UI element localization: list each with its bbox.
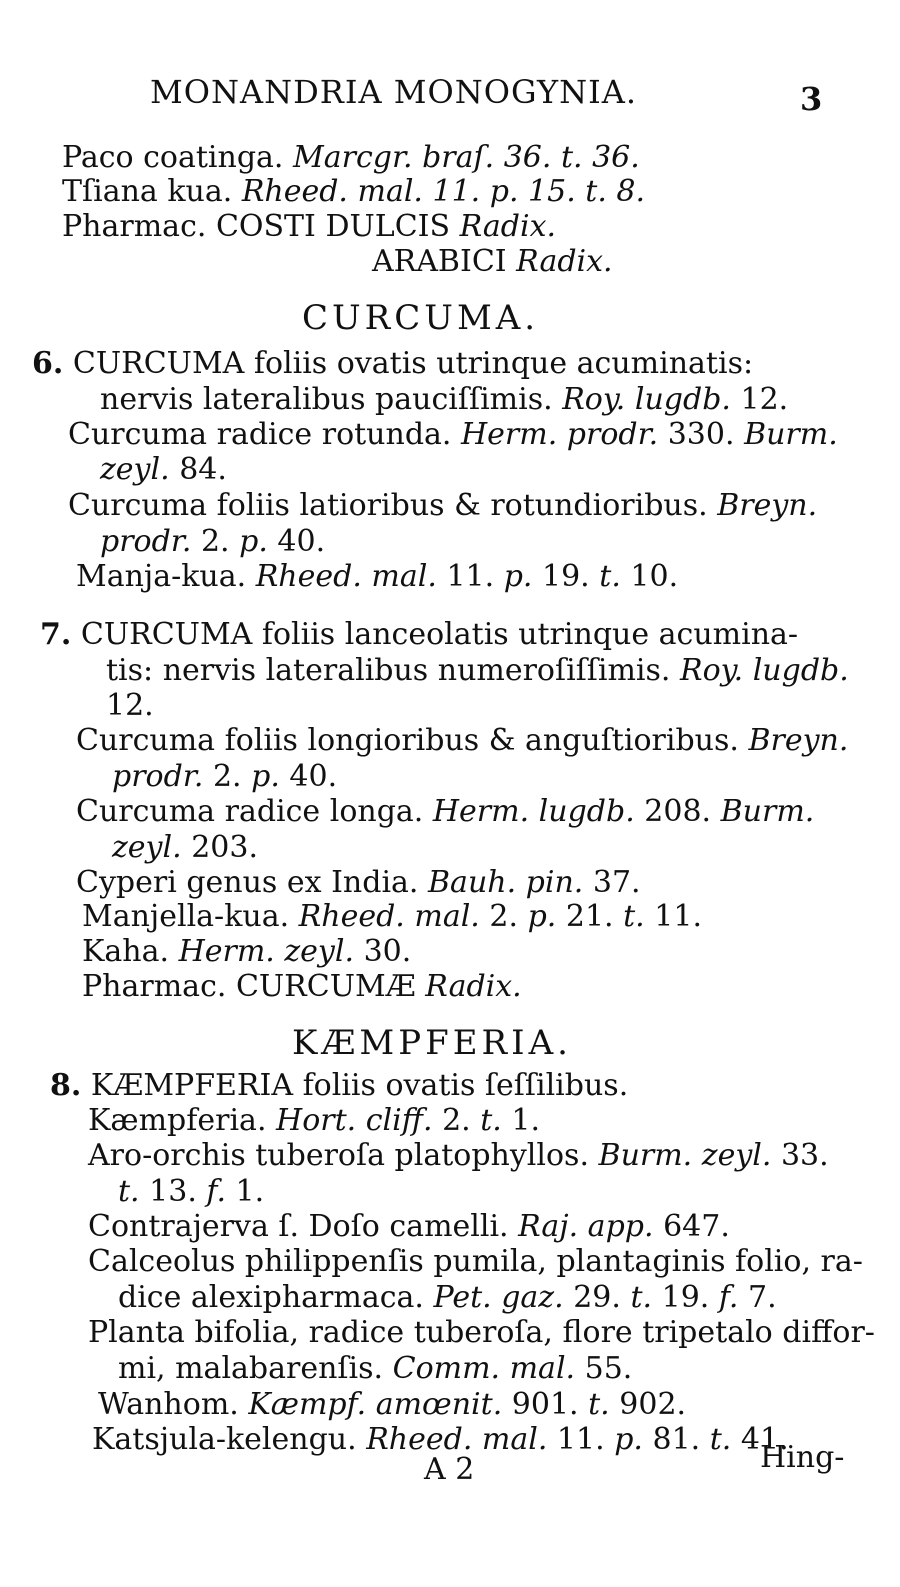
text-line [50,1068,628,1104]
text-line [106,653,849,689]
line-text: 37. [592,865,641,900]
line-text: 12. [106,688,154,723]
citation-text: Herm. prodr. [461,417,659,452]
line-text: 40. [289,759,338,794]
citation-text: Herm. zeyl. [178,934,355,969]
citation-text: Roy. lugdb. [680,653,849,688]
text-line [32,346,753,382]
text-line [62,174,645,210]
line-text: 29. [573,1280,621,1315]
citation-text: Roy. lugdb. [562,382,731,417]
line-text: 13. [149,1174,197,1209]
catchword: Hing- [760,1440,845,1475]
species-number: 8. [50,1068,82,1103]
citation-text: Raj. app. [518,1209,654,1244]
citation-text: Breyn. [748,723,849,758]
text-line [82,899,702,935]
genus-heading [292,1025,572,1061]
species-number: 6. [32,346,64,381]
line-text: CURCUMA foliis lanceolatis utrinque acumina- [80,617,799,652]
citation-text: Hort. cliff. [276,1103,433,1138]
line-text: 30. [363,934,412,969]
line-text: 33. [780,1138,829,1173]
citation-text: t. [623,899,645,934]
line-text: 11. [446,559,495,594]
citation-text: Marcgr. braſ. 36. t. 36. [293,140,640,175]
line-text: ARABICI [372,244,507,279]
running-head: MONANDRIA MONOGYNIA. [150,73,638,111]
text-line [88,1103,540,1139]
citation-text: Kæmpf. amœnit. [248,1387,503,1422]
line-text: Manjella-kua. [82,899,290,934]
line-text: Planta bifolia, radice tuberoſa, flore tripetalo diffor- [88,1315,875,1350]
text-line [112,830,258,866]
line-text: Contrajerva ſ. Doſo camelli. [88,1209,509,1244]
line-text: Curcuma foliis latioribus & rotundioribus. [68,488,708,523]
citation-text: Herm. lugdb. [432,794,635,829]
citation-text: Comm. mal. [392,1351,576,1386]
citation-text: Burm. [720,794,815,829]
line-text: mi, malabarenſis. [118,1351,384,1386]
citation-text: Radix. [459,209,557,244]
citation-text: Pet. gaz. [433,1280,564,1315]
line-text: 2. [200,524,230,559]
line-text: 902. [619,1387,687,1422]
text-line [76,794,814,830]
line-text: 1. [511,1103,540,1138]
text-line [76,865,641,901]
species-number: 7. [40,617,72,652]
line-text: 1. [235,1174,265,1209]
line-text: 19. [661,1280,710,1315]
text-line [88,1138,829,1174]
line-text: 11. [556,1422,605,1457]
citation-text: t. [709,1422,732,1457]
line-text: 203. [191,830,258,865]
line-text: 2. [489,899,519,934]
line-text: 901. [511,1387,579,1422]
text-line [98,1387,686,1423]
line-text: 647. [663,1209,730,1244]
text-line [106,688,154,724]
text-line [62,140,640,176]
citation-text: t. [480,1103,502,1138]
line-text: 12. [740,382,789,417]
line-text: Calceolus philippenſis pumila, plantaginis folio, ra- [88,1244,863,1279]
line-text: 40. [277,524,326,559]
citation-text: Radix. [425,969,522,1004]
text-line [100,524,325,560]
citation-text: t. [630,1280,653,1315]
text-line [40,617,798,653]
text-line [100,452,227,488]
line-text: 208. [644,794,712,829]
text-line [68,417,838,453]
citation-text: f. [718,1280,739,1315]
line-text: dice alexipharmaca. [118,1280,424,1315]
line-text: Kaha. [82,934,170,969]
line-text: Tſiana kua. [62,174,233,209]
citation-text: p. [527,899,557,934]
line-text: 84. [179,452,227,487]
line-text: 2. [212,759,242,794]
citation-text: p. [614,1422,643,1457]
line-text: 21. [565,899,614,934]
citation-text: Burm. [744,417,838,452]
citation-text: Bauh. pin. [428,865,584,900]
line-text: 19. [542,559,590,594]
line-text: CURCUMA foliis ovatis utrinque acuminatis: [72,346,754,381]
line-text: Aro-orchis tuberoſa platophyllos. [88,1138,589,1173]
text-line [68,488,817,524]
citation-text: zeyl. [112,830,182,865]
citation-text: prodr. [100,524,192,559]
citation-text: Rheed. mal. 11. p. 15. t. 8. [241,174,646,209]
citation-text: Burm. zeyl. [598,1138,772,1173]
citation-text: p. [251,759,280,794]
text-line [112,759,337,795]
citation-text: Rheed. mal. [298,899,480,934]
line-text: Curcuma radice rotunda. [68,417,452,452]
citation-text: p. [239,524,268,559]
text-line [118,1174,264,1210]
text-line [118,1351,632,1387]
citation-text: zeyl. [100,452,170,487]
citation-text: t. [118,1174,140,1209]
line-text: Paco coatinga. [62,140,284,175]
text-line [88,1244,863,1280]
line-text: nervis lateralibus pauciſſimis. [100,382,553,417]
line-text: 81. [652,1422,701,1457]
line-text: Curcuma foliis longioribus & anguſtioribus. [76,723,739,758]
line-text: CURCUMA. [302,298,540,338]
line-text: 330. [667,417,735,452]
line-text: Cyperi genus ex India. [76,865,419,900]
line-text: 7. [748,1280,777,1315]
line-text: Wanhom. [98,1387,239,1422]
citation-text: Radix. [516,244,613,279]
text-line [88,1209,730,1245]
citation-text: prodr. [112,759,204,794]
line-text: 55. [584,1351,633,1386]
citation-text: Rheed. mal. [366,1422,548,1457]
text-line [76,559,678,595]
line-text: Pharmac. COSTI DULCIS [62,209,451,244]
text-line [372,244,613,280]
line-text: 41. [740,1422,789,1457]
text-line [100,382,788,418]
citation-text: Breyn. [717,488,818,523]
citation-text: t. [588,1387,610,1422]
citation-text: t. [599,559,621,594]
text-line [88,1315,875,1351]
text-line [118,1280,777,1316]
citation-text: f. [206,1174,226,1209]
line-text: KÆMPFERIA foliis ovatis ſeſſilibus. [90,1068,629,1103]
line-text: Kæmpferia. [88,1103,267,1138]
line-text: Manja-kua. [76,559,247,594]
line-text: Curcuma radice longa. [76,794,424,829]
line-text: Pharmac. CURCUMÆ [82,969,416,1004]
line-text: KÆMPFERIA. [292,1023,572,1063]
line-text: 10. [630,559,679,594]
text-line [76,723,848,759]
genus-heading [302,300,539,336]
text-line [82,969,522,1005]
text-line [82,934,411,970]
signature-mark: A 2 [424,1452,475,1487]
text-line [62,209,556,245]
citation-text: p. [503,559,533,594]
line-text: 11. [654,899,702,934]
line-text: Katsjula-kelengu. [92,1422,357,1457]
page-number: 3 [800,80,823,118]
citation-text: Rheed. mal. [255,559,437,594]
line-text: 2. [442,1103,471,1138]
line-text: tis: nervis lateralibus numeroſiſſimis. [106,653,671,688]
